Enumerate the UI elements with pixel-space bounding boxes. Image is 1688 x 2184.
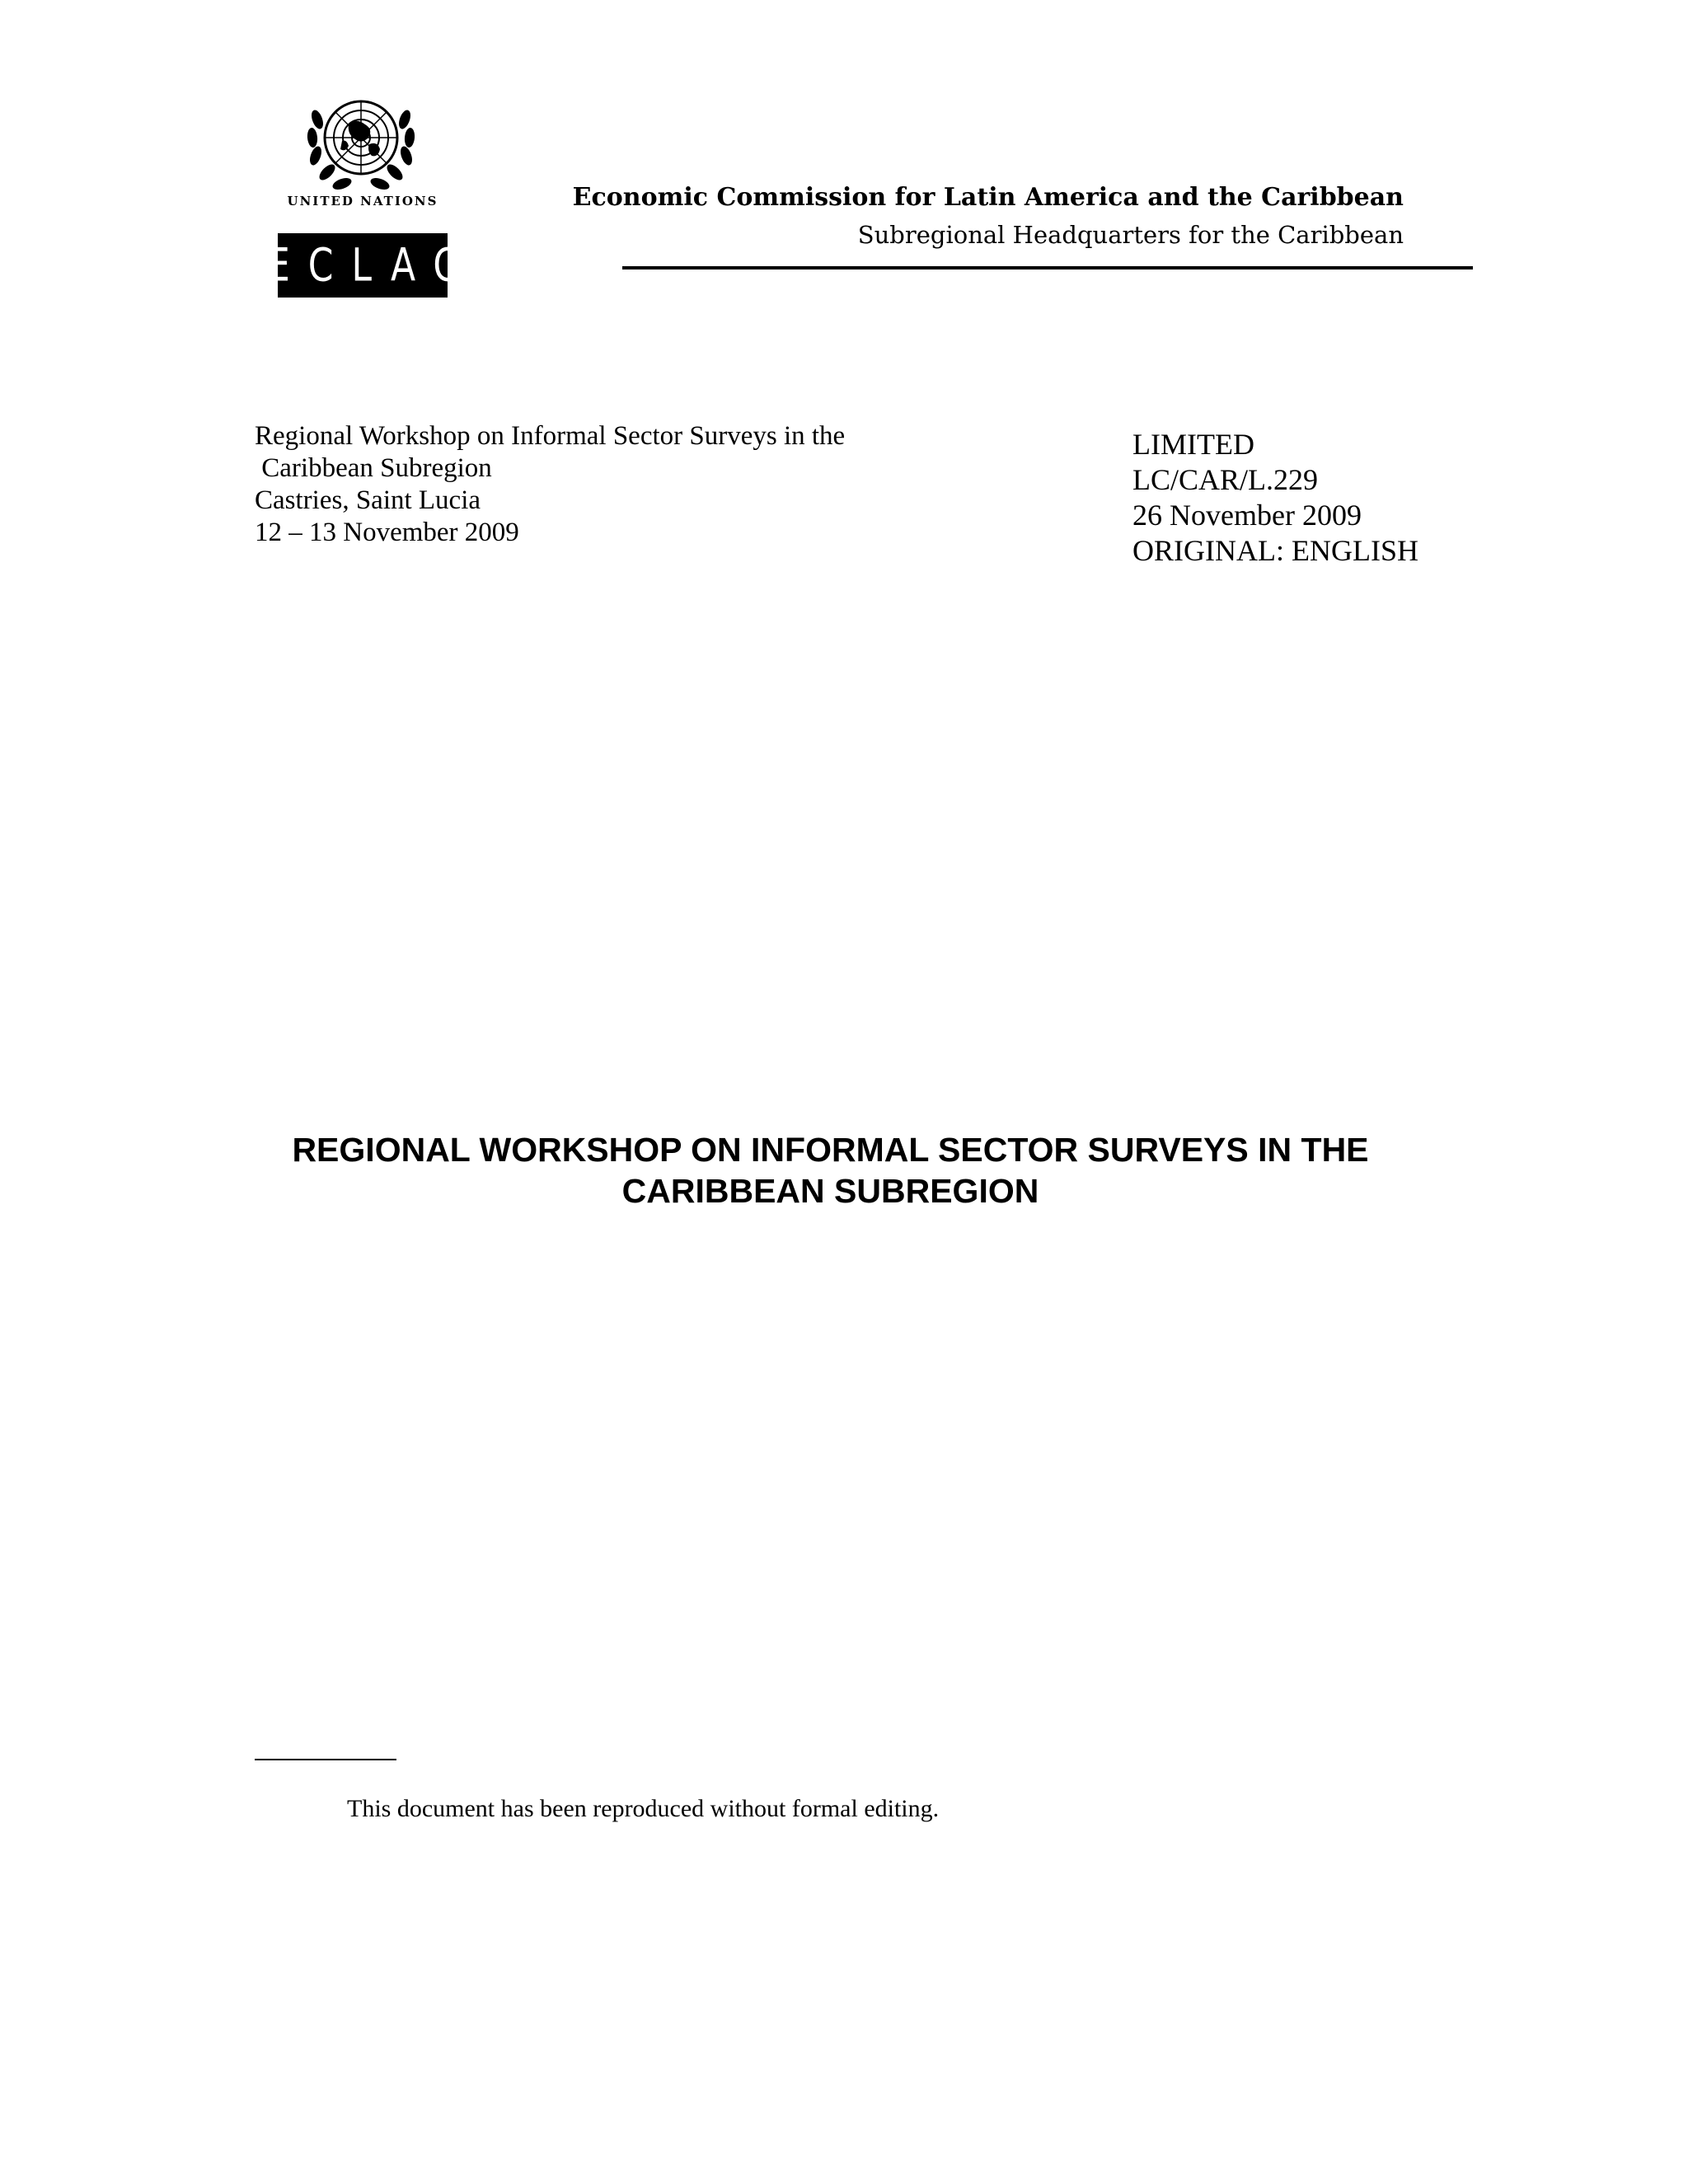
document-symbol: LC/CAR/L.229 <box>1132 463 1319 496</box>
subregional-headquarters: Subregional Headquarters for the Caribbean <box>857 221 1404 249</box>
united-nations-label: UNITED NATIONS <box>287 194 438 209</box>
title-line-1: REGIONAL WORKSHOP ON INFORMAL SECTOR SURVEYS IN THE <box>292 1131 1369 1169</box>
footnote-text: This document has been reproduced without formal editing. <box>347 1795 940 1822</box>
distribution-label: LIMITED <box>1132 428 1254 461</box>
original-language: ORIGINAL: ENGLISH <box>1132 534 1418 567</box>
un-emblem-icon <box>299 87 423 194</box>
meeting-line: Caribbean Subregion <box>255 453 492 483</box>
meeting-line: 12 – 13 November 2009 <box>255 518 519 547</box>
document-info <box>1132 427 1418 569</box>
title-line-2: CARIBBEAN SUBREGION <box>621 1172 1039 1210</box>
eclac-logo-text: ECLAC <box>266 239 477 292</box>
document-title <box>0 1129 1661 1212</box>
footnote-divider <box>255 1759 396 1760</box>
document-date: 26 November 2009 <box>1132 499 1362 532</box>
meeting-line: Castries, Saint Lucia <box>255 485 481 515</box>
header-divider <box>622 266 1473 269</box>
commission-name: Economic Commission for Latin America and the Caribbean <box>572 183 1404 212</box>
meeting-line: Regional Workshop on Informal Sector Surveys in the <box>255 421 846 451</box>
eclac-logo <box>266 233 477 298</box>
meeting-info <box>255 420 845 549</box>
